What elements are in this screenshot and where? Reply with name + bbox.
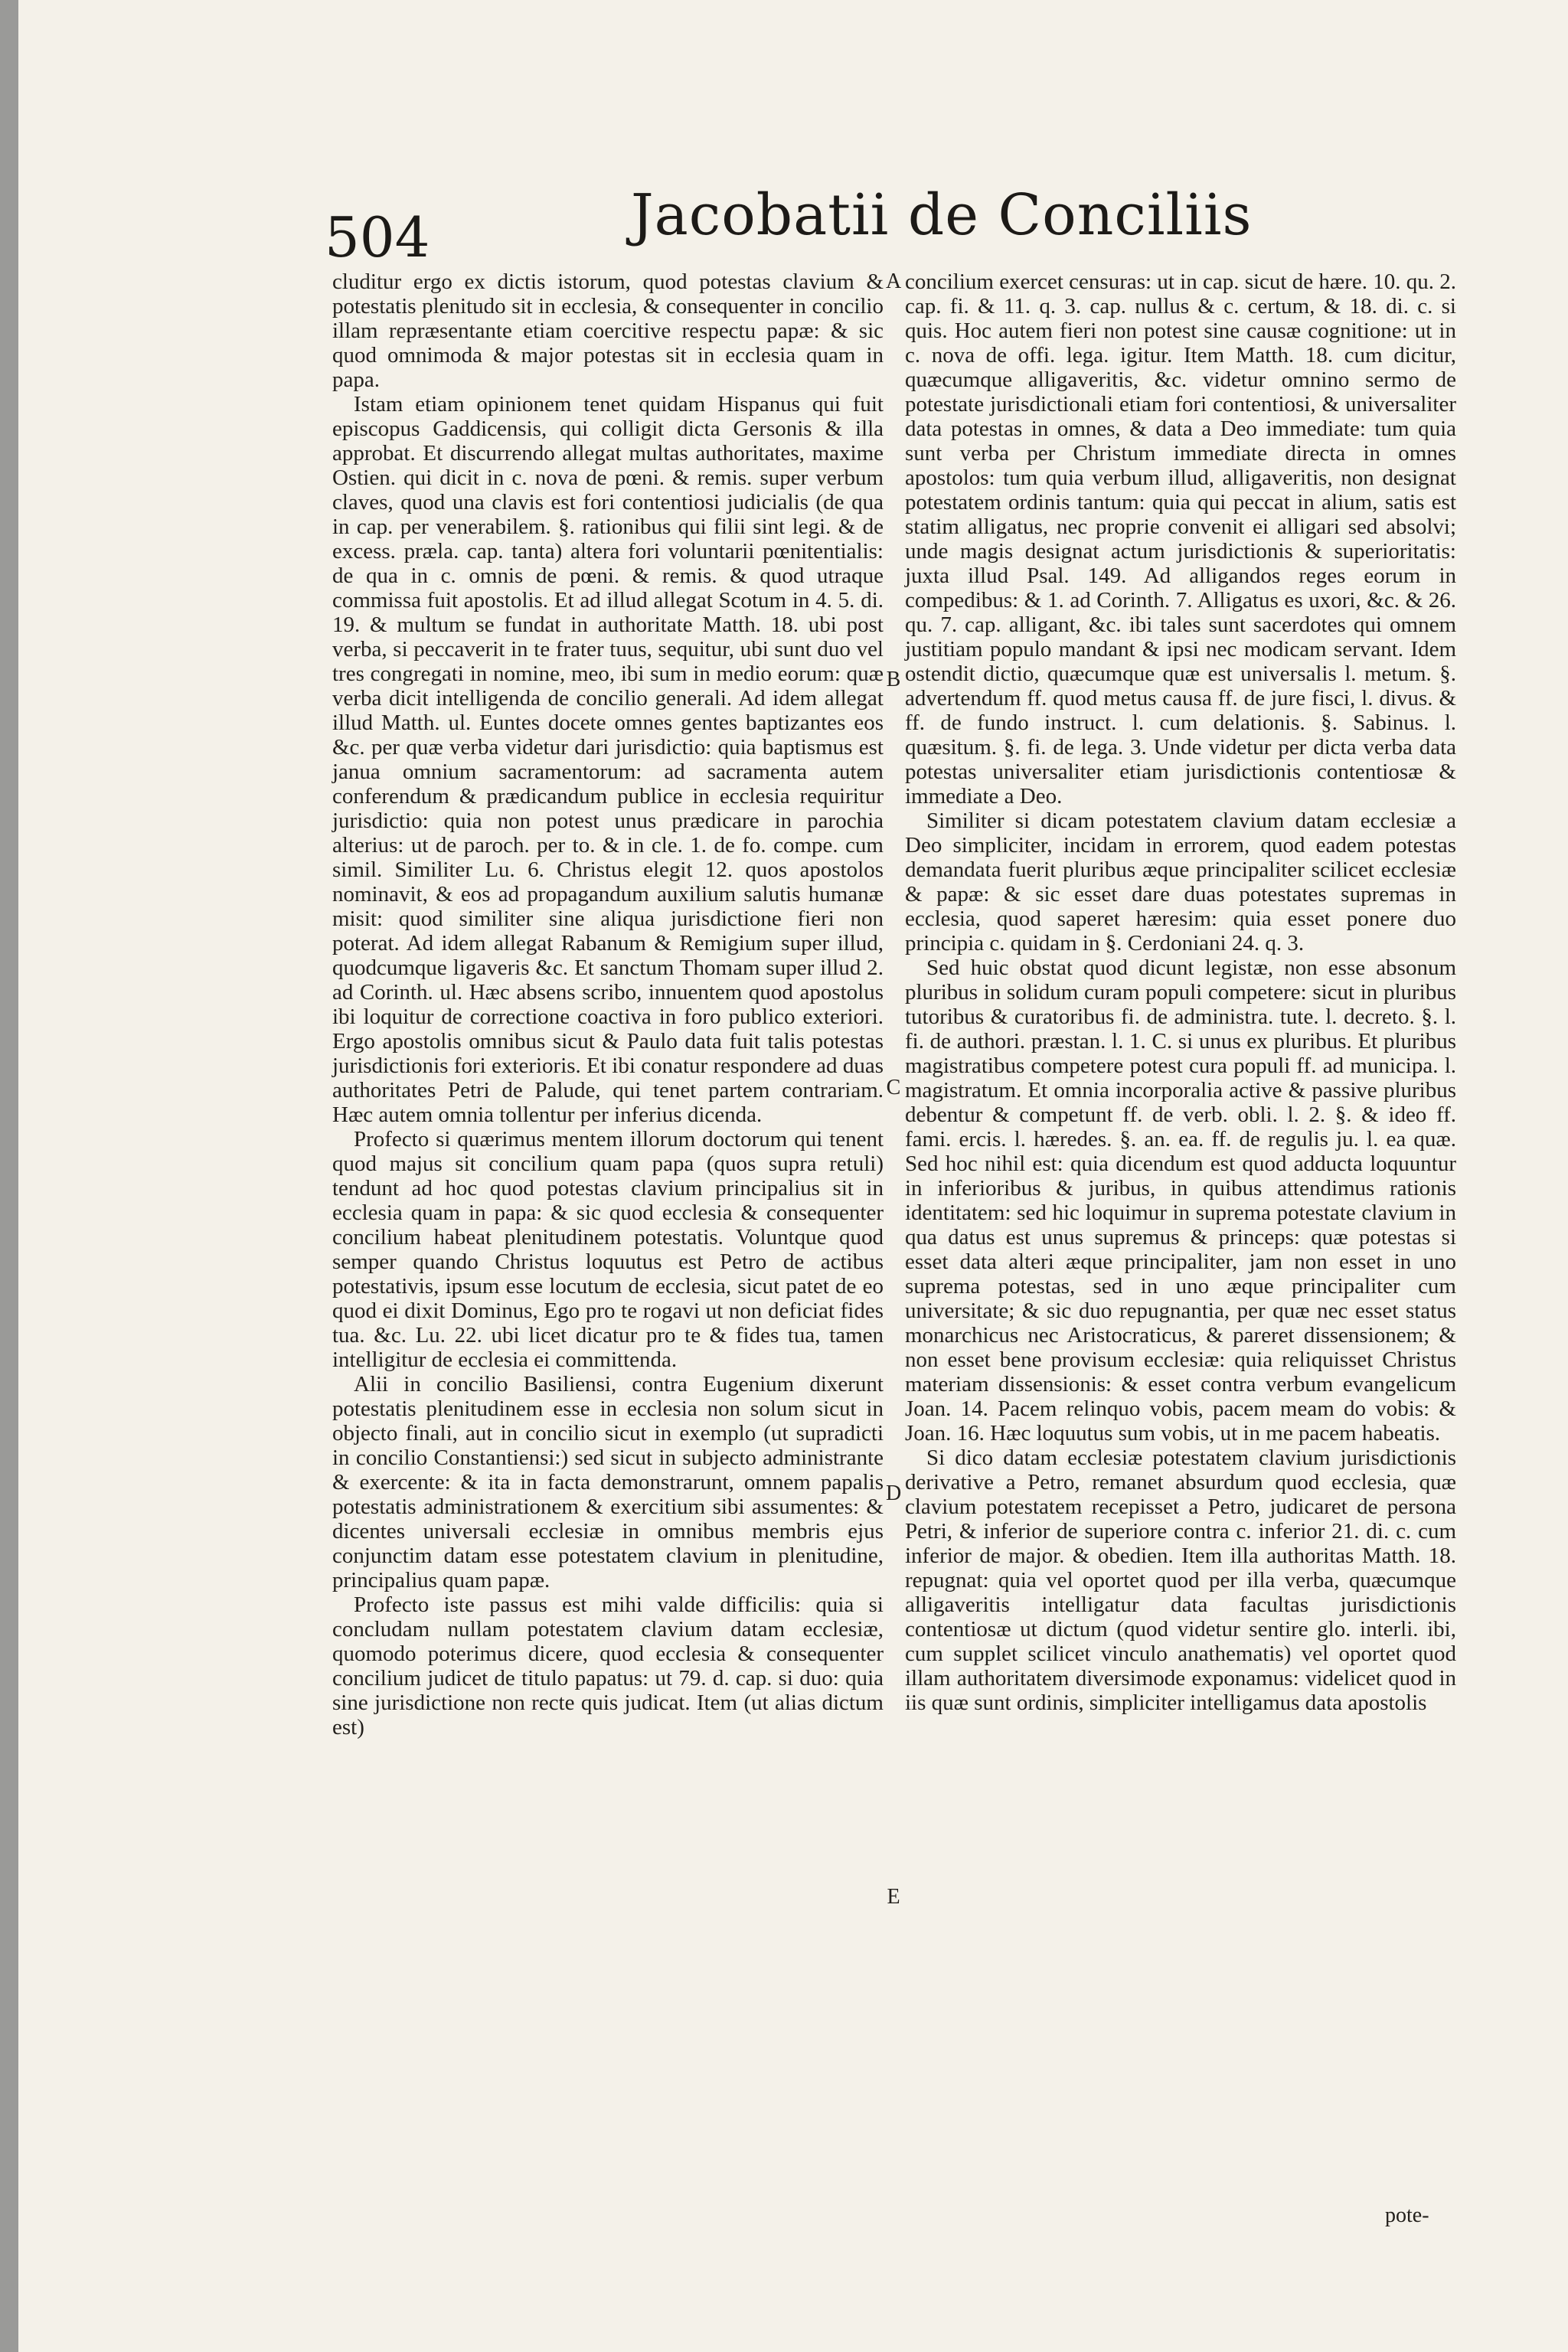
- paragraph: Sed huic obstat quod dicunt legistæ, non esse absonum pluribus in solidum curam populi competere: sicut in pluribus tutoribus & curatoribus fi. de administra. tute. l. decreto. §. l. fi. de authori. præstan. l. 1. C. si unus ex pluribus. Et pluribus magistratibus competere potest cura populi ff. ad municipa. l. magistratum. Et omnia incorporalia active & passive pluribus debentur & competunt ff. de verb. obli. l. 2. §. & ideo ff. fami. ercis. l. hæredes. §. an. ea. ff. de regulis ju. l. ea quæ. Sed hoc nihil est: quia dicendum est quod adducta loquuntur in inferioribus & juribus, in quibus attendimus rationis identitatem: sed hic loquimur in suprema potestate clavium in qua datus est unus supremus & princeps: quæ potestas si esset data alteri æque principaliter, jam non esset in uno suprema potestas, sed in uno æque principaliter cum universitate; & sic duo repugnantia, per quæ nec esset status monarchicus nec Aristocraticus, & pareret dissensionem; & non esset bene provisum ecclesiæ: quia reliquisset Christus materiam dissensionis: & esset contra verbum evangelicum Joan. 14. Pacem relinquo vobis, pacem meam do vobis: & Joan. 16. Hæc loquutus sum vobis, ut in me pacem habeatis.: [905, 956, 1456, 1446]
- margin-marker-b: B: [886, 668, 901, 691]
- paragraph: cluditur ergo ex dictis istorum, quod potestas clavium & potestatis plenitudo sit in ecclesia, & consequenter in concilio illam repræsentante etiam coercitive respectu papæ: & sic quod omnimoda & major potestas sit in ecclesia quam in papa.: [332, 270, 884, 392]
- paragraph: Profecto iste passus est mihi valde difficilis: quia si concludam nullam potestatem clavium datam ecclesiæ, quomodo poterimus dicere, quod ecclesia & consequenter concilium judicet de titulo papatus: ut 79. d. cap. si duo: quia sine jurisdictione non recte quis judicat. Item (ut alias dictum est): [332, 1592, 884, 1740]
- paragraph: concilium exercet censuras: ut in cap. sicut de hære. 10. qu. 2. cap. fi. & 11. q. 3. cap. nullus & c. certum, & 18. di. c. si quis. Hoc autem fieri non potest sine causæ cognitione: ut in c. nova de offi. lega. igitur. Item Matth. 18. cum dicitur, quæcumque alligaveritis, &c. videtur omnino sermo de potestate jurisdictionali etiam fori contentiosi, & universaliter data potestas in omnes, & data a Deo immediate: tum quia sunt verba per Christum immediate directa in omnes apostolos: tum quia verbum illud, alligaveritis, non designat potestatem ordinis tantum: quia qui peccat in alium, satis est statim alligatus, nec proprie convenit ei alligari sed absolvi; unde magis designat actum jurisdictionis & superioritatis: juxta illud Psal. 149. Ad alligandos reges eorum in compedibus: & 1. ad Corinth. 7. Alligatus es uxori, &c. & 26. qu. 7. cap. alligant, &c. ibi tales sunt sacerdotes qui omnem justitiam populo mandant & ipsi nec modicam servant. Idem ostendit dictio, quæcumque quæ est universalis l. metum. §. advertendum ff. quod metus causa ff. de jure fisci, l. divus. & ff. de fundo instruct. l. cum delationis. §. Sabinus. l. quæsitum. §. fi. de lega. 3. Unde videtur per dicta verba data potestas universaliter etiam jurisdictionis contentiosæ & immediate a Deo.: [905, 270, 1456, 808]
- margin-marker-c: C: [886, 1076, 901, 1099]
- paragraph: Istam etiam opinionem tenet quidam Hispanus qui fuit episcopus Gaddicensis, qui colligit dicta Gersonis & illa approbat. Et discurrendo allegat multas authoritates, maxime Ostien. qui dicit in c. nova de pœni. & remis. super verbum claves, quod una clavis est fori contentiosi judicialis (de qua in cap. per venerabilem. §. rationibus qui filii sint legi. & de excess. præla. cap. tanta) altera fori voluntarii pœnitentialis: de qua in c. omnis de pœni. & remis. & quod utraque commissa fuit apostolis. Et ad illud allegat Scotum in 4. 5. di. 19. & multum se fundat in authoritate Matth. 18. ubi post verba, si peccaverit in te frater tuus, sequitur, ubi sunt duo vel tres congregati in nomine, meo, ibi sum in medio eorum: quæ verba dicit intelligenda de concilio generali. Ad idem allegat illud Matth. ul. Euntes docete omnes gentes baptizantes eos &c. per quæ verba videtur dari jurisdictio: quia baptismus est janua omnium sacramentorum: ad sacramenta autem conferendum & prædicandum publice in ecclesia requiritur jurisdictio: quia non potest unus prædicare in parochia alterius: ut de paroch. per to. & in cle. 1. de fo. compe. cum simil. Similiter Lu. 6. Christus elegit 12. quos apostolos nominavit, & eos ad propagandum auxilium salutis humanæ misit: quod similiter sine aliqua jurisdictione fieri non poterat. Ad idem allegat Rabanum & Remigium super illud, quodcumque ligaveris &c. Et sanctum Thomam super illud 2. ad Corinth. ul. Hæc absens scribo, innuentem quod apostolus ibi loquitur de correctione coactiva in foro publico exteriori. Ergo apostolis omnibus sicut & Paulo data fuit talis potestas jurisdictionis fori exterioris. Et ibi conatur respondere ad duas authoritates Petri de Palude, qui tenet partem contrariam. Hæc autem omnia tollentur per inferius dicenda.: [332, 392, 884, 1127]
- paragraph: Profecto si quærimus mentem illorum doctorum qui tenent quod majus sit concilium quam papa (quos supra retuli) tendunt ad hoc quod potestas clavium principalius sit in ecclesia quam in papa: & sic quod ecclesia & consequenter concilium habeat plenitudinem potestatis. Voluntque quod semper quando Christus loquutus est Petro de actibus potestativis, ipsum esse locutum de ecclesia, sicut patet de eo quod ei dixit Dominus, Ego pro te rogavi ut non deficiat fides tua. &c. Lu. 22. ubi licet dicatur pro te & fides tua, tamen intelligitur de ecclesia ei committenda.: [332, 1127, 884, 1372]
- text-column-right: [905, 270, 1456, 1715]
- paragraph: Si dico datam ecclesiæ potestatem clavium jurisdictionis derivative a Petro, remanet absurdum quod ecclesia, quæ clavium potestatem recepisset a Petro, judicaret de persona Petri, & inferior de superiore contra c. inferior 21. di. c. cum inferior de major. & obedien. Item illa authoritas Matth. 18. repugnat: quia vel oportet quod per illa verba, quæcumque alligaveritis intelligatur data facultas jurisdictionis contentiosæ ut dictum (quod videtur sentire glo. interli. ibi, cum supplet scilicet vinculo anathematis) vel oportet quod illam authoritatem diversimode exponamus: videlicet quod in iis quæ sunt ordinis, simpliciter intelligamus data apostolis: [905, 1446, 1456, 1715]
- margin-marker-d: D: [886, 1481, 902, 1505]
- catchword: pote-: [1385, 2203, 1429, 2227]
- margin-marker-e: E: [887, 1885, 900, 1909]
- text-column-left: [332, 270, 884, 1740]
- paragraph: Alii in concilio Basiliensi, contra Eugenium dixerunt potestatis plenitudinem esse in ecclesia non solum sicut in objecto finali, aut in concilio sicut in exemplo (ut supradicti in concilio Constantiensi:) sed sicut in subjecto administrante & exercente: & ita in facta demonstrarunt, omnem papalis potestatis administrationem & exercitium sibi assumentes: & dicentes universali ecclesiæ in omnibus membris ejus conjunctim datam esse potestatem clavium in plenitudine, principalius quam papæ.: [332, 1372, 884, 1592]
- book-page: [18, 0, 1568, 2352]
- paragraph: Similiter si dicam potestatem clavium datam ecclesiæ a Deo simpliciter, incidam in errorem, quod eadem potestas demandata fuerit pluribus æque principaliter scilicet ecclesiæ & papæ: & sic esset dare duas potestates supremas in ecclesia, quod saperet hæresim: quia esset ponere duo principia c. quidam in §. Cerdoniani 24. q. 3.: [905, 808, 1456, 956]
- running-head: [325, 182, 1473, 274]
- page-number: 504: [325, 205, 430, 270]
- margin-marker-a: A: [886, 270, 902, 293]
- running-title: Jacobatii de Conciliis: [631, 182, 1253, 248]
